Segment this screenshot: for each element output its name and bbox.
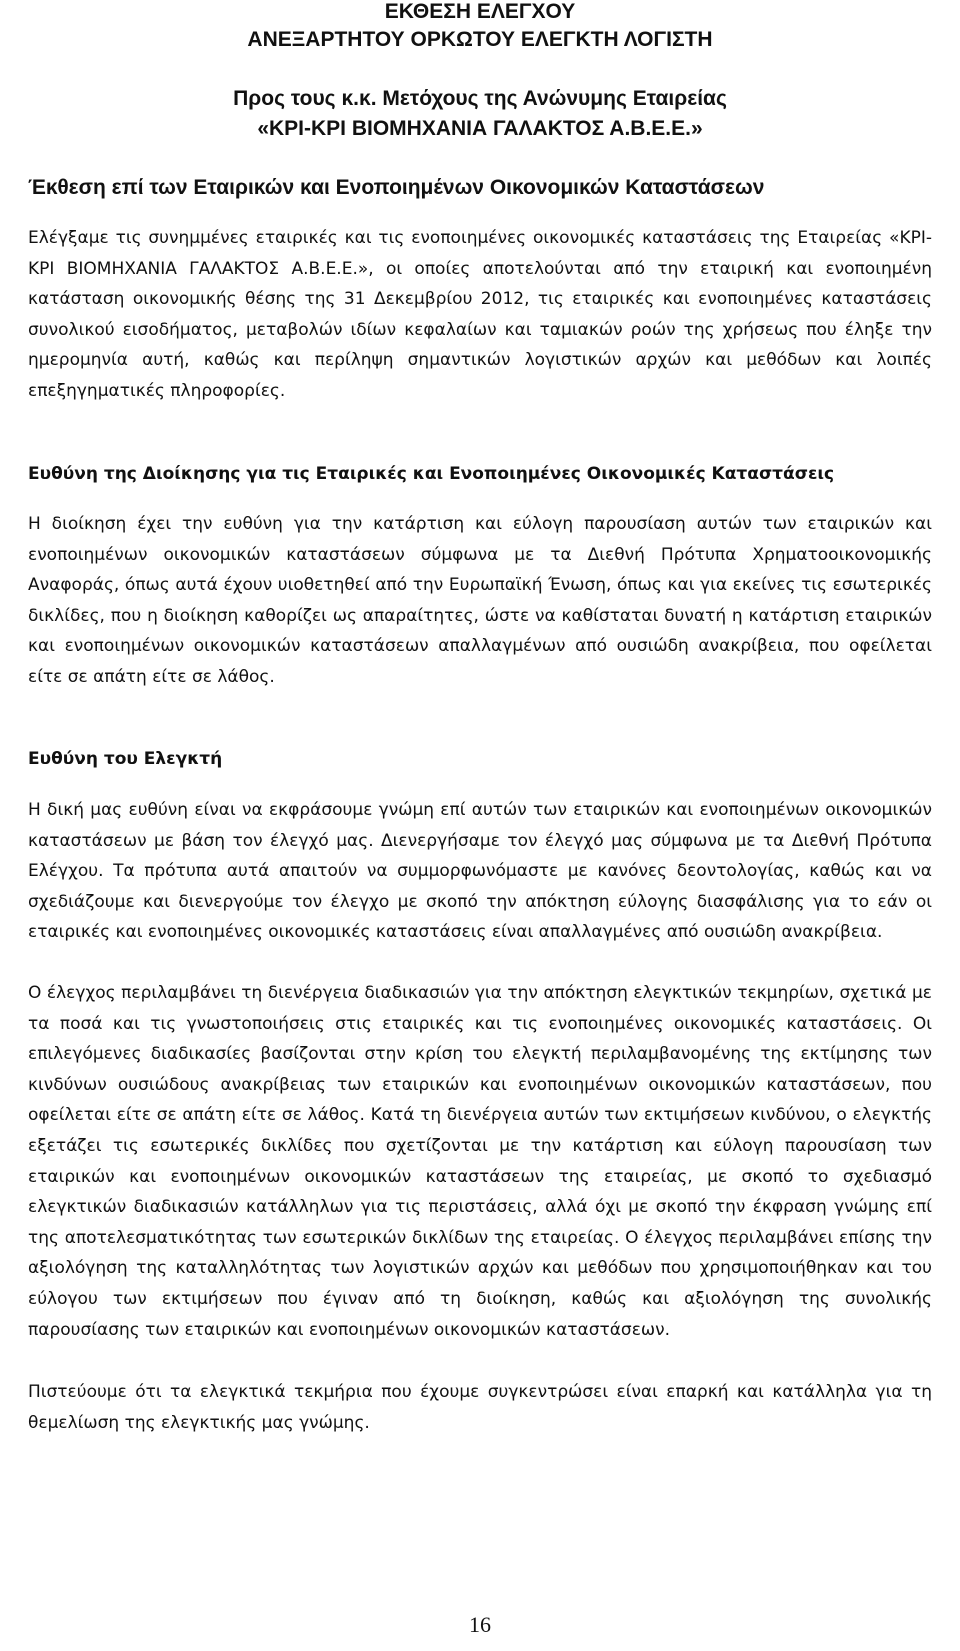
company-name: «ΚΡΙ-ΚΡΙ ΒΙΟΜΗΧΑΝΙΑ ΓΑΛΑΚΤΟΣ Α.Β.Ε.Ε.»	[257, 117, 703, 140]
report-subtitle: ΑΝΕΞΑΡΤΗΤΟΥ ΟΡΚΩΤΟΥ ΕΛΕΓΚΤΗ ΛΟΓΙΣΤΗ	[247, 28, 713, 51]
page-number: 16	[469, 1612, 491, 1637]
management-heading: Ευθύνη της Διοίκησης για τις Εταιρικές και Ενοποιημένες Οικονομικές Καταστάσεις	[28, 464, 835, 484]
auditor-paragraph-1: Η δική μας ευθύνη είναι να εκφράσουμε γνώμη επί αυτών των εταιρικών και ενοποιημένων οικονομικών καταστάσεων με βάση τον έλεγχό μας. Διενεργήσαμε τον έλεγχό μας σύμφωνα με τα Διεθνή Πρότυπα Ελέγχου. Τα πρότυπα αυτά απαιτούν να συμμορφωνόμαστε με κανόνες δεοντολογίας, καθώς και να σχεδιάζουμε και διενεργούμε τον έλεγχο με σκοπό την απόκτηση εύλογης διασφάλισης για το εάν οι εταιρικές και ενοποιημένες οικονομικές καταστάσεις είναι απαλλαγμένες από ουσιώδη ανακρίβεια.	[28, 800, 932, 943]
management-paragraph: Η διοίκηση έχει την ευθύνη για την κατάρτιση και εύλογη παρουσίαση αυτών των εταιρικών και ενοποιημένων οικονομικών καταστάσεων σύμφωνα με τα Διεθνή Πρότυπα Χρηματοοικονομικής Αναφοράς, όπως αυτά έχουν υιοθετηθεί από την Ευρωπαϊκή Ένωση, όπως και για εκείνες τις εσωτερικές δικλίδες, που η διοίκηση καθορίζει ως απαραίτητες, ώστε να καθίσταται δυνατή η κατάρτιση εταιρικών και ενοποιημένων οικονομικών καταστάσεων απαλλαγμένων από ουσιώδη ανακρίβεια, που οφείλεται είτε σε απάτη είτε σε λάθος.	[28, 514, 932, 687]
auditor-paragraph-3: Πιστεύουμε ότι τα ελεγκτικά τεκμήρια που έχουμε συγκεντρώσει είναι επαρκή και κατάλληλα για τη θεμελίωση της ελεγκτικής μας γνώμης.	[28, 1382, 932, 1433]
auditor-paragraph-2: Ο έλεγχος περιλαμβάνει τη διενέργεια διαδικασιών για την απόκτηση ελεγκτικών τεκμηρίων, σχετικά με τα ποσά και τις γνωστοποιήσεις στις εταιρικές και τις ενοποιημένες οικονομικές καταστάσεις. Οι επιλεγόμενες διαδικασίες βασίζονται στην κρίση του ελεγκτή περιλαμβανομένης της εκτίμησης των κινδύνων ουσιώδους ανακρίβειας των εταιρικών και ενοποιημένων οικονομικών καταστάσεων, που οφείλεται είτε σε απάτη είτε σε λάθος. Κατά τη διενέργεια αυτών των εκτιμήσεων κινδύνου, ο ελεγκτής εξετάζει τις εσωτερικές δικλίδες που σχετίζονται με την κατάρτιση και εύλογη παρουσίαση των εταιρικών και ενοποιημένων οικονομικών καταστάσεων της εταιρείας, με σκοπό το σχεδιασμό ελεγκτικών διαδικασιών κατάλληλων για τις περιστάσεις, αλλά όχι με σκοπό την έκφραση γνώμης επί της αποτελεσματικότητας των εσωτερικών δικλίδων της εταιρείας. Ο έλεγχος περιλαμβάνει επίσης την αξιολόγηση της καταλληλότητας των λογιστικών αρχών και μεθόδων που χρησιμοποιήθηκαν και του εύλογου των εκτιμήσεων που έγιναν από τη διοίκηση, καθώς και αξιολόγηση της συνολικής παρουσίασης των εταιρικών και ενοποιημένων οικονομικών καταστάσεων.	[28, 983, 932, 1340]
auditor-heading: Ευθύνη του Ελεγκτή	[28, 749, 223, 769]
addressee-line: Προς τους κ.κ. Μετόχους της Ανώνυμης Εταιρείας	[233, 87, 727, 110]
report-title: ΕΚΘΕΣΗ ΕΛΕΓΧΟΥ	[384, 0, 576, 23]
intro-paragraph: Ελέγξαμε τις συνημμένες εταιρικές και τις ενοποιημένες οικονομικές καταστάσεις της Εταιρείας «ΚΡΙ-ΚΡΙ ΒΙΟΜΗΧΑΝΙΑ ΓΑΛΑΚΤΟΣ Α.Β.Ε.Ε.», οι οποίες αποτελούνται από την εταιρική και ενοποιημένη κατάσταση οικονομικής θέσης της 31 Δεκεμβρίου 2012, τις εταιρικές και ενοποιημένες καταστάσεις συνολικού εισοδήματος, μεταβολών ιδίων κεφαλαίων και ταμιακών ροών της χρήσεως που έληξε την ημερομηνία αυτή, καθώς και περίληψη σημαντικών λογιστικών αρχών και μεθόδων και λοιπές επεξηγηματικές πληροφορίες.	[28, 228, 932, 401]
section-title: Έκθεση επί των Εταιρικών και Ενοποιημένων Οικονομικών Καταστάσεων	[28, 176, 765, 199]
